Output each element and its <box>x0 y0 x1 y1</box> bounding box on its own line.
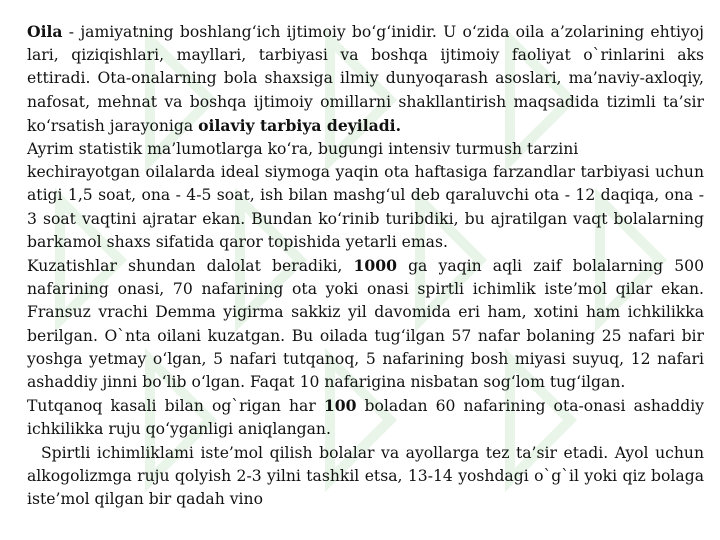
statistics-text: kechirayotgan oilalarda ideal siymoga yaqin ota haftasiga farzandlar tarbiyasi uchun atigi 1,5 soat, ona - 4-5 soat, ish bilan mashg‘ul deb qaraluvchi ota - 12 daqiqa, ona - 3 soat vaqtini ajratar ekan. Bundan ko‘rinib turibdiki, bu ajratilgan vaqt bolalarning barkamol shaxs sifatida qaror topishida yetarli emas. <box>27 163 704 251</box>
alcohol-text: Spirtli ichimliklami iste’mol qilish bolalar va ayollarga tez ta’sir etadi. Ayol uchun alkogolizmga ruju qolyish 2-3 yilni tashkil etsa, 13-14 yoshdagi o`g`il yoki qiz bolaga iste’mol qilgan bir qadah vino <box>27 443 704 509</box>
epilepsy-text-start: Tutqanoq kasali bilan og`rigan har <box>27 397 324 416</box>
slide-text-body <box>27 20 704 511</box>
paragraph-statistics-intro <box>27 138 704 161</box>
statistics-first-line: Ayrim statistik ma’lumotlarga ko‘ra, bugungi intensiv turmush tarzini <box>27 140 579 159</box>
epilepsy-text-rest: boladan 60 nafarining ota-onasi ashaddiy ichkilikka ruju qo‘yganligi aniqlangan. <box>27 397 704 439</box>
paragraph-epilepsy <box>27 394 704 441</box>
definition-text: - jamiyatning boshlang‘ich ijtimoiy bo‘g‘inidir. U o‘zida oila a’zolarining ehtiyoj lari, qiziqishlari, mayllari, tarbiyasi va boshqa ijtimoiy faoliyat o`rinlarini aks ettiradi. Ota-onalarning bola shaxsiga ilmiy dunyoqarash asoslari, ma’naviy-axloqiy, nafosat, mehnat va boshqa ijtimoiy omillarni shakllantirish maqsadida tizimli ta’sir ko‘rsatish jarayoniga <box>27 23 704 135</box>
paragraph-alcohol <box>27 442 704 512</box>
paragraph-statistics <box>27 161 704 254</box>
paragraph-oila-definition <box>27 20 704 138</box>
number-1000: 1000 <box>353 256 397 276</box>
term-oilaviy-tarbiya: oilaviy tarbiya deyiladi. <box>198 115 402 135</box>
paragraph-observations <box>27 254 704 394</box>
observations-text-start: Kuzatishlar shundan dalolat beradiki, <box>27 257 354 276</box>
number-100: 100 <box>323 396 357 416</box>
term-oila: Oila <box>27 22 63 41</box>
observations-text-rest: ga yaqin aqli zaif bolalarning 500 nafarining onasi, 70 nafarining ota yoki onasi spirtli ichimlik iste’mol qilar ekan. Fransuz vrachi Demma yigirma sakkiz yil davomida eri ham, xotini ham ichkilikka berilgan. O`nta oilani kuzatgan. Bu oilada tug‘ilgan 57 nafar bolaning 25 nafari bir yoshga yetmay o‘lgan, 5 nafari tutqanoq, 5 nafarining bosh miyasi suyuq, 12 nafari ashaddiy jinni bo‘lib o‘lgan. Faqat 10 nafarigina nisbatan sog‘lom tug‘ilgan. <box>27 257 704 392</box>
